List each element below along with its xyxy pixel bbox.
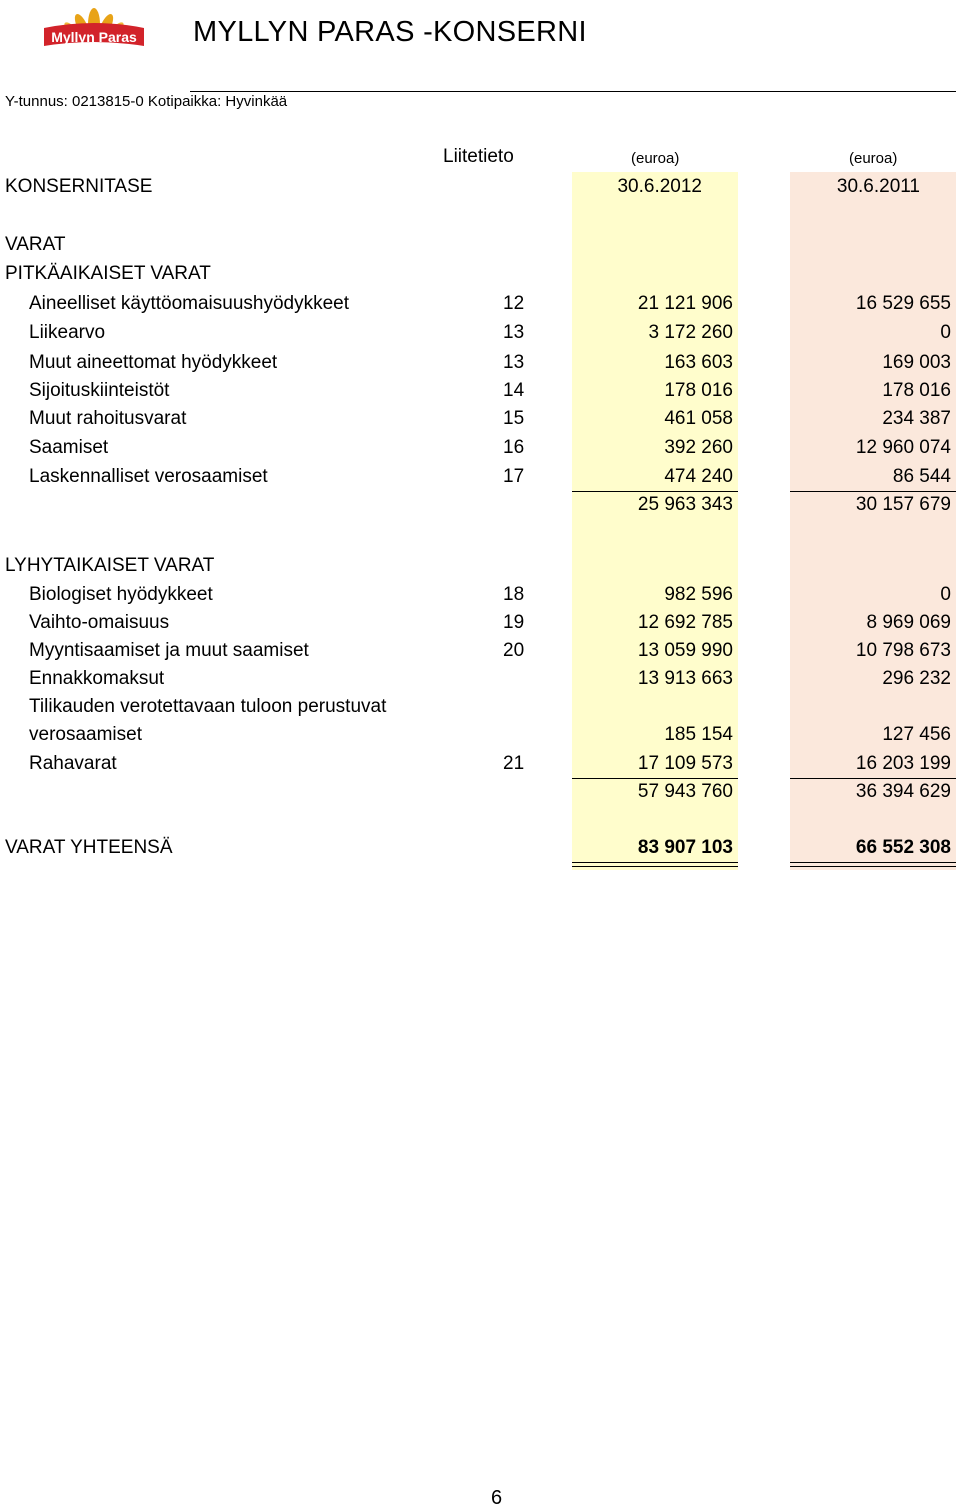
row-value-2012: 13 059 990 xyxy=(637,640,733,661)
subtotal-2012: 25 963 343 xyxy=(637,494,733,515)
row-note: 17 xyxy=(503,466,525,487)
section-title: KONSERNITASE xyxy=(5,176,153,197)
table-row xyxy=(0,724,960,752)
row-value-2012: 185 154 xyxy=(664,724,733,745)
note-column-header: Liitetieto xyxy=(443,146,514,167)
row-value-2011: 178 016 xyxy=(882,380,951,401)
table-row xyxy=(0,437,960,465)
row-note: 19 xyxy=(503,612,525,633)
row-note: 21 xyxy=(503,753,525,774)
unit-2011: (euroa) xyxy=(849,150,898,167)
row-note: 14 xyxy=(503,380,525,401)
row-value-2012: 474 240 xyxy=(664,466,733,487)
row-note: 12 xyxy=(503,293,525,314)
grand-total-label: VARAT YHTEENSÄ xyxy=(5,837,173,858)
row-label: Ennakkomaksut xyxy=(29,668,165,689)
table-row xyxy=(0,584,960,612)
row-label: Aineelliset käyttöomaisuushyödykkeet xyxy=(29,293,350,314)
table-row xyxy=(0,696,960,724)
row-value-2012: 3 172 260 xyxy=(648,322,733,343)
table-row xyxy=(0,640,960,668)
myllyn-paras-logo xyxy=(40,2,148,58)
row-label: Muut aineettomat hyödykkeet xyxy=(29,352,278,373)
row-label: Rahavarat xyxy=(29,753,117,774)
row-note: 18 xyxy=(503,584,525,605)
date-2011: 30.6.2011 xyxy=(836,176,920,197)
row-label: verosaamiset xyxy=(29,724,142,745)
current-subtotal-row xyxy=(0,781,960,809)
current-heading-row xyxy=(0,555,960,583)
non-current-subtotal-row xyxy=(0,494,960,522)
table-row xyxy=(0,466,960,494)
row-value-2012: 13 913 663 xyxy=(637,668,733,689)
row-note: 20 xyxy=(503,640,525,661)
date-2012: 30.6.2012 xyxy=(617,176,702,197)
row-note: 13 xyxy=(503,322,525,343)
header-rule xyxy=(190,91,956,92)
double-underline-2011 xyxy=(790,862,956,867)
row-value-2011: 0 xyxy=(940,322,951,343)
unit-2012: (euroa) xyxy=(631,150,680,167)
report-title: MYLLYN PARAS -KONSERNI xyxy=(193,16,587,48)
grand-total-2012: 83 907 103 xyxy=(637,837,733,858)
row-label: Biologiset hyödykkeet xyxy=(29,584,213,605)
assets-heading: VARAT xyxy=(5,234,66,255)
non-current-heading-row xyxy=(0,263,960,291)
subtotal-line-2012 xyxy=(572,778,738,779)
row-value-2012: 21 121 906 xyxy=(637,293,733,314)
row-label: Laskennalliset verosaamiset xyxy=(29,466,268,487)
row-label: Muut rahoitusvarat xyxy=(29,408,187,429)
row-value-2011: 12 960 074 xyxy=(855,437,951,458)
row-value-2012: 461 058 xyxy=(664,408,733,429)
row-value-2011: 8 969 069 xyxy=(866,612,951,633)
row-value-2012: 17 109 573 xyxy=(637,753,733,774)
table-row xyxy=(0,352,960,380)
table-row xyxy=(0,408,960,436)
company-info: Y-tunnus: 0213815-0 Kotipaikka: Hyvinkää xyxy=(5,93,288,110)
current-heading: LYHYTAIKAISET VARAT xyxy=(5,555,215,576)
table-row xyxy=(0,322,960,350)
row-value-2012: 178 016 xyxy=(664,380,733,401)
row-value-2012: 163 603 xyxy=(664,352,733,373)
assets-heading-row xyxy=(0,234,960,262)
subtotal-2012: 57 943 760 xyxy=(637,781,733,802)
row-value-2011: 10 798 673 xyxy=(855,640,951,661)
row-label: Sijoituskiinteistöt xyxy=(29,380,170,401)
row-label: Vaihto-omaisuus xyxy=(29,612,170,633)
subtotal-2011: 36 394 629 xyxy=(855,781,951,802)
table-row xyxy=(0,612,960,640)
row-note: 16 xyxy=(503,437,525,458)
row-value-2011: 16 203 199 xyxy=(855,753,951,774)
subtotal-line-2011 xyxy=(790,491,956,492)
non-current-heading: PITKÄAIKAISET VARAT xyxy=(5,263,211,284)
row-value-2012: 982 596 xyxy=(664,584,733,605)
table-row xyxy=(0,753,960,781)
row-value-2011: 127 456 xyxy=(882,724,951,745)
row-value-2011: 16 529 655 xyxy=(855,293,951,314)
table-row xyxy=(0,293,960,321)
row-label: Liikearvo xyxy=(29,322,106,343)
grand-total-row xyxy=(0,837,960,865)
row-value-2011: 0 xyxy=(940,584,951,605)
row-note: 13 xyxy=(503,352,525,373)
row-label: Tilikauden verotettavaan tuloon perustuvat xyxy=(29,696,387,717)
subtotal-line-2011 xyxy=(790,778,956,779)
row-note: 15 xyxy=(503,408,525,429)
page-number: 6 xyxy=(491,1487,503,1509)
row-value-2012: 392 260 xyxy=(664,437,733,458)
subtotal-2011: 30 157 679 xyxy=(855,494,951,515)
grand-total-2011: 66 552 308 xyxy=(855,837,951,858)
table-row xyxy=(0,380,960,408)
row-value-2011: 234 387 xyxy=(882,408,951,429)
table-row xyxy=(0,668,960,696)
logo-text: Myllyn Paras xyxy=(51,29,137,45)
row-label: Saamiset xyxy=(29,437,109,458)
double-underline-2012 xyxy=(572,862,738,867)
row-value-2011: 86 544 xyxy=(892,466,951,487)
row-value-2011: 169 003 xyxy=(882,352,951,373)
row-label: Myyntisaamiset ja muut saamiset xyxy=(29,640,309,661)
subtotal-line-2012 xyxy=(572,491,738,492)
row-value-2011: 296 232 xyxy=(882,668,951,689)
row-value-2012: 12 692 785 xyxy=(637,612,733,633)
